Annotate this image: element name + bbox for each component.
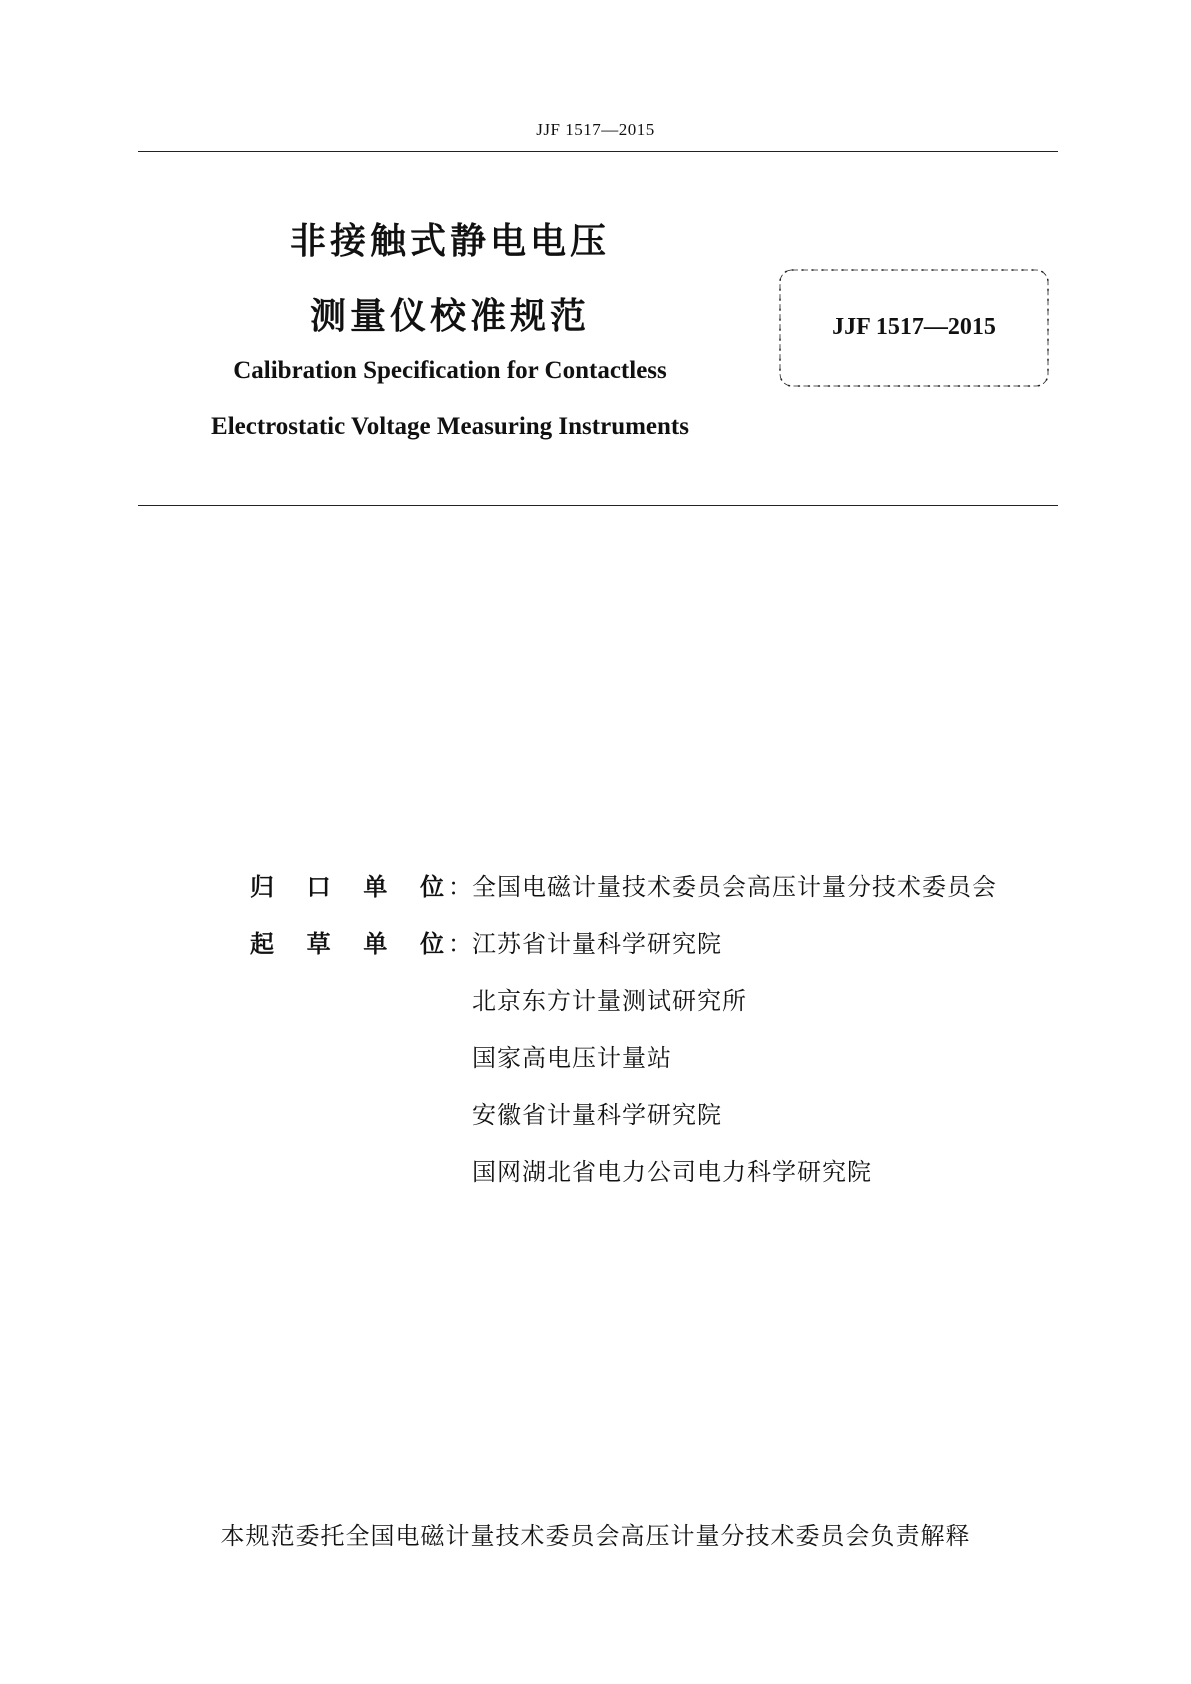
organization-block bbox=[250, 856, 1050, 1198]
drafting-unit-item: 安徽省计量科学研究院 bbox=[472, 1101, 722, 1129]
drafting-unit-item: 国网湖北省电力公司电力科学研究院 bbox=[472, 1158, 872, 1186]
drafting-unit-label: 起 草 单 位 bbox=[250, 930, 444, 958]
code-box bbox=[776, 266, 1052, 390]
title-chinese-line-2: 测量仪校准规范 bbox=[309, 296, 590, 337]
responsible-unit-colon: ： bbox=[448, 873, 472, 901]
drafting-unit-row bbox=[250, 1027, 1050, 1084]
drafting-unit-item: 北京东方计量测试研究所 bbox=[472, 987, 747, 1015]
running-header-code: JJF 1517—2015 bbox=[536, 120, 655, 139]
drafting-unit-colon: ： bbox=[448, 930, 472, 958]
title-english-line-2: Electrostatic Voltage Measuring Instruments bbox=[211, 413, 689, 440]
drafting-unit-row bbox=[250, 1084, 1050, 1141]
drafting-unit-item: 国家高电压计量站 bbox=[472, 1044, 672, 1072]
title-chinese-line-1: 非接触式静电电压 bbox=[289, 221, 610, 262]
responsible-unit-row bbox=[250, 856, 1050, 913]
code-box-text: JJF 1517—2015 bbox=[832, 314, 996, 340]
header-rule bbox=[138, 151, 1058, 152]
drafting-unit-item: 江苏省计量科学研究院 bbox=[472, 930, 722, 958]
responsible-unit-value: 全国电磁计量技术委员会高压计量分技术委员会 bbox=[472, 873, 997, 901]
interpretation-note: 本规范委托全国电磁计量技术委员会高压计量分技术委员会负责解释 bbox=[220, 1522, 971, 1550]
drafting-unit-row bbox=[250, 1141, 1050, 1198]
title-english-line-1: Calibration Specification for Contactless bbox=[233, 357, 667, 384]
drafting-unit-row bbox=[250, 913, 1050, 970]
drafting-unit-row bbox=[250, 970, 1050, 1027]
title-rule bbox=[138, 505, 1058, 506]
responsible-unit-label: 归 口 单 位 bbox=[250, 873, 444, 901]
